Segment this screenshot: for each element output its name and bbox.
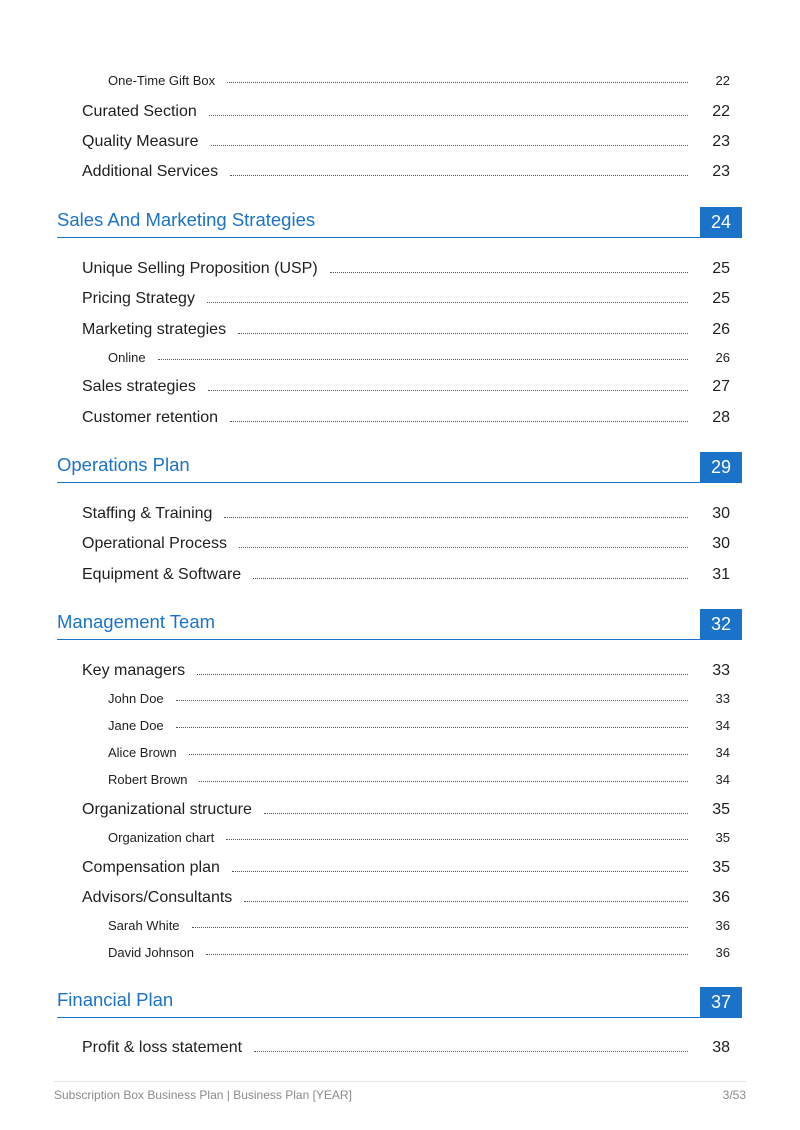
- dot-leader: [264, 813, 688, 814]
- toc-entry-page: 26: [688, 350, 730, 365]
- toc-entry-label: Compensation plan: [82, 859, 232, 877]
- dot-leader: [239, 547, 688, 548]
- toc-subentry[interactable]: [108, 68, 730, 88]
- toc-entry-page: 31: [688, 566, 730, 584]
- toc-entry[interactable]: [82, 97, 730, 121]
- toc-entry-label: Unique Selling Proposition (USP): [82, 260, 330, 278]
- toc-entry-label: Robert Brown: [108, 772, 199, 787]
- dot-leader: [253, 578, 688, 579]
- toc-entry[interactable]: [82, 795, 730, 819]
- dot-leader: [199, 781, 688, 782]
- toc-section-page-badge: 32: [700, 609, 742, 639]
- toc-entry-page: 34: [688, 718, 730, 733]
- toc-entry-page: 34: [688, 745, 730, 760]
- dot-leader: [206, 954, 688, 955]
- toc-section-heading[interactable]: [57, 988, 742, 1018]
- dot-leader: [158, 359, 688, 360]
- toc-entry[interactable]: [82, 499, 730, 523]
- toc-entry-page: 27: [688, 378, 730, 396]
- toc-section-heading[interactable]: [57, 453, 742, 483]
- toc-section-title: Operations Plan: [57, 454, 190, 475]
- dot-leader: [176, 700, 688, 701]
- toc-entry-page: 23: [688, 133, 730, 151]
- toc-section-title: Financial Plan: [57, 989, 174, 1010]
- toc-entry-page: 36: [688, 945, 730, 960]
- toc-entry-label: Pricing Strategy: [82, 290, 207, 308]
- toc-entry-page: 33: [688, 662, 730, 680]
- toc-section-page-badge: 24: [700, 207, 742, 237]
- toc-entry-page: 36: [688, 918, 730, 933]
- toc-subentry[interactable]: [108, 913, 730, 933]
- toc-entry[interactable]: [82, 157, 730, 181]
- toc-entry-page: 25: [688, 290, 730, 308]
- dot-leader: [254, 1051, 688, 1052]
- toc-entry-page: 23: [688, 163, 730, 181]
- toc-entry-label: Staffing & Training: [82, 505, 224, 523]
- dot-leader: [209, 115, 688, 116]
- dot-leader: [244, 901, 688, 902]
- toc-subentry[interactable]: [108, 940, 730, 960]
- toc-entry-label: Alice Brown: [108, 745, 189, 760]
- toc-entry-page: 25: [688, 260, 730, 278]
- footer-page-number: 3/53: [722, 1088, 746, 1102]
- toc-entry[interactable]: [82, 529, 730, 553]
- toc-entry[interactable]: [82, 883, 730, 907]
- toc-section-page-badge: 37: [700, 987, 742, 1017]
- toc-entry-page: 28: [688, 409, 730, 427]
- dot-leader: [230, 421, 688, 422]
- dot-leader: [211, 145, 689, 146]
- toc-entry-label: Operational Process: [82, 535, 239, 553]
- toc-entry[interactable]: [82, 254, 730, 278]
- toc-entry[interactable]: [82, 315, 730, 339]
- toc-entry-label: Jane Doe: [108, 718, 176, 733]
- toc-entry-page: 26: [688, 321, 730, 339]
- toc-entry[interactable]: [82, 284, 730, 308]
- dot-leader: [226, 839, 688, 840]
- toc-entry-page: 35: [688, 801, 730, 819]
- toc-entry-label: Sales strategies: [82, 378, 208, 396]
- toc-entry-label: Customer retention: [82, 409, 230, 427]
- toc-entry-label: One-Time Gift Box: [108, 73, 227, 88]
- toc-entry-page: 34: [688, 772, 730, 787]
- toc-entry-page: 22: [688, 73, 730, 88]
- toc-entry-label: John Doe: [108, 691, 176, 706]
- toc-entry-page: 38: [688, 1039, 730, 1057]
- toc-entry-label: Organization chart: [108, 830, 226, 845]
- dot-leader: [230, 175, 688, 176]
- dot-leader: [176, 727, 688, 728]
- toc-subentry[interactable]: [108, 740, 730, 760]
- toc-entry[interactable]: [82, 403, 730, 427]
- toc-entry-label: Curated Section: [82, 103, 209, 121]
- dot-leader: [192, 927, 688, 928]
- toc-entry-label: Marketing strategies: [82, 321, 238, 339]
- toc-entry[interactable]: [82, 656, 730, 680]
- toc-entry-label: Profit & loss statement: [82, 1039, 254, 1057]
- toc-entry-page: 36: [688, 889, 730, 907]
- dot-leader: [197, 674, 688, 675]
- toc-entry[interactable]: [82, 853, 730, 877]
- toc-entry-label: Equipment & Software: [82, 566, 253, 584]
- toc-subentry[interactable]: [108, 345, 730, 365]
- footer-document-title: Subscription Box Business Plan | Business Plan [YEAR]: [54, 1088, 352, 1102]
- dot-leader: [330, 272, 688, 273]
- dot-leader: [207, 302, 688, 303]
- toc-section-title: Management Team: [57, 611, 216, 632]
- toc-subentry[interactable]: [108, 713, 730, 733]
- dot-leader: [232, 871, 688, 872]
- toc-entry-label: Organizational structure: [82, 801, 264, 819]
- toc-entry-page: 33: [688, 691, 730, 706]
- footer-divider: [54, 1081, 746, 1082]
- toc-subentry[interactable]: [108, 825, 730, 845]
- dot-leader: [224, 517, 688, 518]
- toc-entry-label: Sarah White: [108, 918, 192, 933]
- toc-entry-page: 22: [688, 103, 730, 121]
- toc-section-heading[interactable]: [57, 208, 742, 238]
- toc-section-heading[interactable]: [57, 610, 742, 640]
- toc-entry-label: Online: [108, 350, 158, 365]
- toc-entry[interactable]: [82, 1033, 730, 1057]
- toc-entry-label: Advisors/Consultants: [82, 889, 244, 907]
- toc-entry-page: 30: [688, 535, 730, 553]
- toc-entry-label: Quality Measure: [82, 133, 211, 151]
- toc-subentry[interactable]: [108, 686, 730, 706]
- dot-leader: [238, 333, 688, 334]
- toc-entry-page: 35: [688, 830, 730, 845]
- toc-entry-label: Additional Services: [82, 163, 230, 181]
- toc-subentry[interactable]: [108, 767, 730, 787]
- dot-leader: [227, 82, 688, 83]
- toc-section-page-badge: 29: [700, 452, 742, 482]
- toc-entry-label: Key managers: [82, 662, 197, 680]
- toc-entry[interactable]: [82, 127, 730, 151]
- dot-leader: [208, 390, 688, 391]
- toc-entry[interactable]: [82, 372, 730, 396]
- toc-entry-label: David Johnson: [108, 945, 206, 960]
- toc-entry-page: 30: [688, 505, 730, 523]
- toc-entry-page: 35: [688, 859, 730, 877]
- dot-leader: [189, 754, 688, 755]
- toc-entry[interactable]: [82, 560, 730, 584]
- toc-section-title: Sales And Marketing Strategies: [57, 209, 316, 230]
